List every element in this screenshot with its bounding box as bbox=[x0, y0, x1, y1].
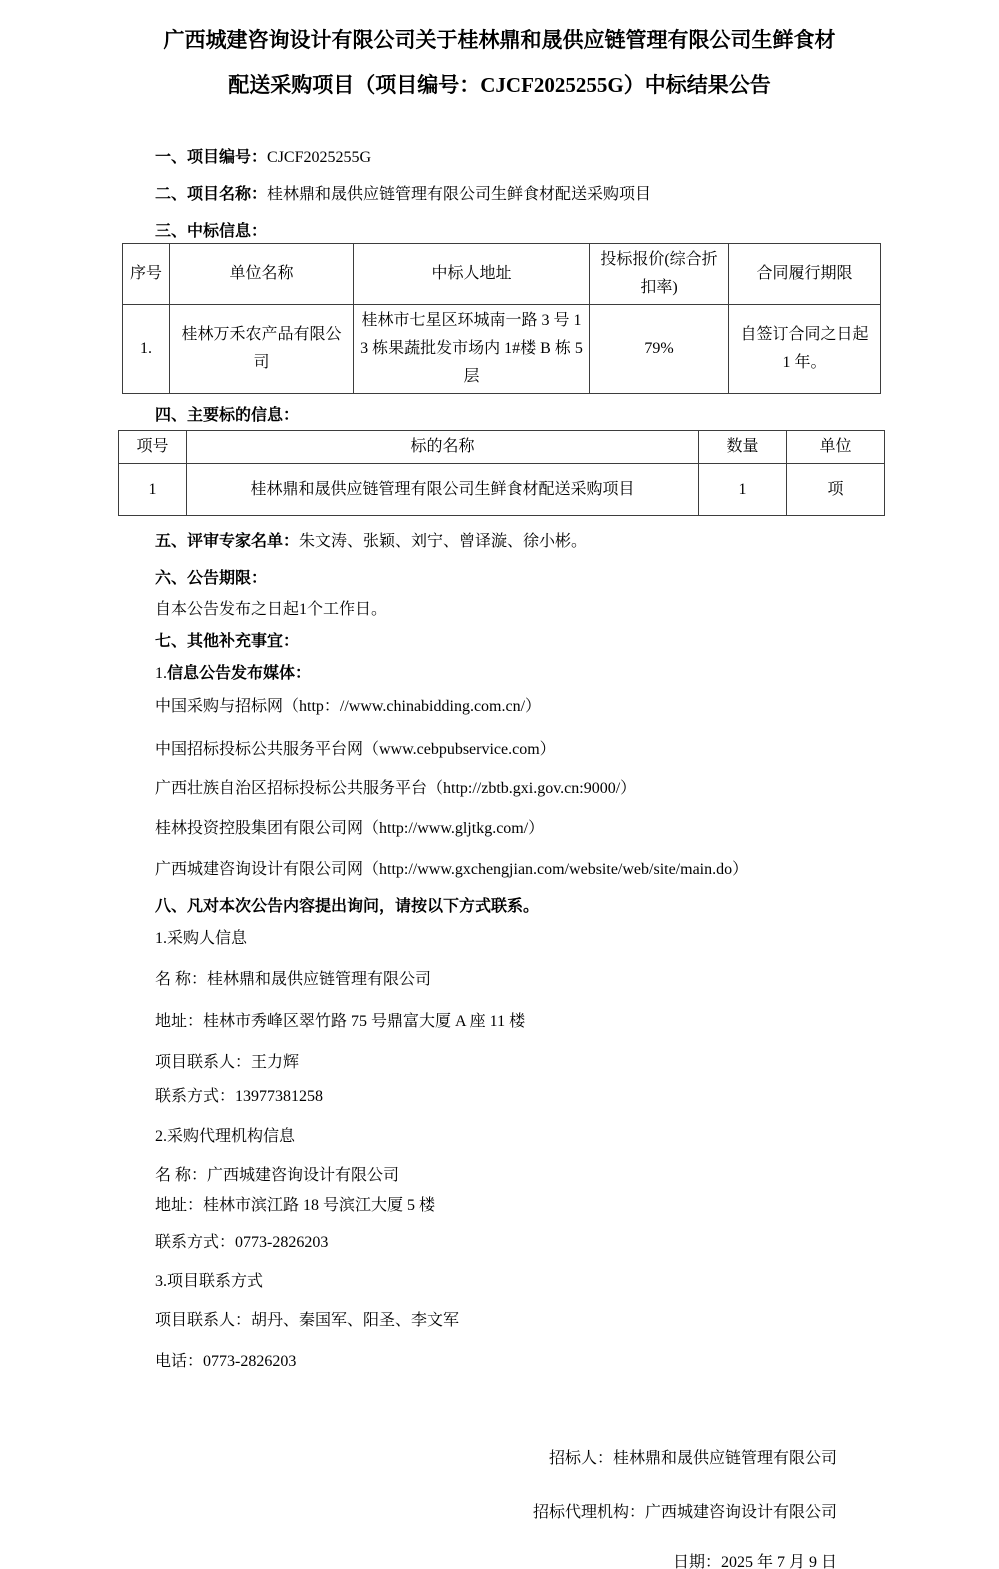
award-header-company: 单位名称 bbox=[170, 244, 354, 305]
media-list-heading bbox=[155, 664, 939, 683]
award-cell-address: 桂林市七星区环城南一路 3 号 13 栋果蔬批发市场内 1#楼 B 栋 5 层 bbox=[354, 305, 590, 394]
award-cell-term: 自签订合同之日起 1 年。 bbox=[729, 305, 881, 394]
section-award-heading: 三、中标信息： bbox=[155, 223, 268, 240]
media-list-heading-label: 信息公告发布媒体： bbox=[167, 665, 312, 682]
media-item-cebpubservice: 中国招标投标公共服务平台网（www.cebpubservice.com） bbox=[155, 741, 556, 758]
subject-table-row bbox=[119, 464, 885, 516]
page-title-line-2: 配送采购项目（项目编号：CJCF2025255G）中标结果公告 bbox=[228, 73, 771, 97]
experts-names: 朱文涛、张颖、刘宁、曾译漩、徐小彬。 bbox=[299, 533, 588, 550]
subject-cell-unit: 项 bbox=[787, 464, 885, 516]
footer-agency: 招标代理机构：广西城建咨询设计有限公司 bbox=[532, 1504, 837, 1521]
purchaser-phone: 联系方式：13977381258 bbox=[155, 1088, 324, 1105]
purchaser-heading: 1.采购人信息 bbox=[155, 930, 248, 947]
subject-table-header-row bbox=[119, 431, 885, 464]
page-title-line-1: 广西城建咨询设计有限公司关于桂林鼎和晟供应链管理有限公司生鲜食材 bbox=[163, 28, 836, 52]
project-contact-persons: 项目联系人：胡丹、秦国军、阳圣、李文军 bbox=[155, 1312, 460, 1329]
subject-header-item-no: 项号 bbox=[119, 431, 187, 464]
subject-cell-item-no: 1 bbox=[119, 464, 187, 516]
media-item-chinabidding: 中国采购与招标网（http：//www.chinabidding.com.cn/） bbox=[155, 698, 542, 715]
purchaser-address: 地址：桂林市秀峰区翠竹路 75 号鼎富大厦 A 座 11 楼 bbox=[155, 1013, 526, 1030]
section-project-number bbox=[155, 148, 939, 167]
purchaser-contact-person: 项目联系人：王力辉 bbox=[155, 1054, 300, 1071]
footer bbox=[0, 1449, 999, 1569]
award-header-discount: 投标报价(综合折扣率) bbox=[590, 244, 729, 305]
award-cell-seq: 1. bbox=[123, 305, 170, 394]
page-title bbox=[0, 0, 999, 108]
experts-label: 五、评审专家名单： bbox=[155, 533, 300, 550]
section-subject-heading: 四、主要标的信息： bbox=[155, 407, 300, 424]
agency-name: 名 称：广西城建咨询设计有限公司 bbox=[155, 1167, 400, 1184]
project-contact-heading: 3.项目联系方式 bbox=[155, 1273, 264, 1290]
subject-table bbox=[118, 430, 885, 516]
section-experts bbox=[155, 532, 939, 551]
award-table bbox=[122, 243, 881, 394]
award-table-row bbox=[123, 305, 881, 394]
media-item-gxchengjian: 广西城建咨询设计有限公司网（http://www.gxchengjian.com/website/web/site/main.do） bbox=[155, 861, 749, 878]
subject-header-unit: 单位 bbox=[787, 431, 885, 464]
section-contact-heading: 八、凡对本次公告内容提出询问，请按以下方式联系。 bbox=[155, 898, 540, 915]
award-table-header-row bbox=[123, 244, 881, 305]
agency-heading: 2.采购代理机构信息 bbox=[155, 1128, 296, 1145]
purchaser-name: 名 称：桂林鼎和晟供应链管理有限公司 bbox=[155, 971, 432, 988]
section-supplement-heading: 七、其他补充事宜： bbox=[155, 633, 300, 650]
project-name-label: 二、项目名称： bbox=[155, 186, 268, 203]
award-cell-company: 桂林万禾农产品有限公司 bbox=[170, 305, 354, 394]
project-number-label: 一、项目编号： bbox=[155, 149, 268, 166]
media-list-heading-number: 1. bbox=[155, 665, 167, 682]
subject-cell-name: 桂林鼎和晟供应链管理有限公司生鲜食材配送采购项目 bbox=[187, 464, 699, 516]
footer-tenderee: 招标人：桂林鼎和晟供应链管理有限公司 bbox=[548, 1450, 837, 1467]
section-notice-period-heading: 六、公告期限： bbox=[155, 570, 268, 587]
subject-header-name: 标的名称 bbox=[187, 431, 699, 464]
project-contact-phone: 电话：0773-2826203 bbox=[155, 1353, 297, 1370]
notice-period-body: 自本公告发布之日起1个工作日。 bbox=[155, 601, 388, 618]
section-project-name bbox=[155, 185, 939, 204]
award-header-term: 合同履行期限 bbox=[729, 244, 881, 305]
agency-address: 地址：桂林市滨江路 18 号滨江大厦 5 楼 bbox=[155, 1197, 436, 1214]
subject-header-quantity: 数量 bbox=[699, 431, 787, 464]
award-header-address: 中标人地址 bbox=[354, 244, 590, 305]
project-number-value: CJCF2025255G bbox=[267, 149, 372, 166]
media-item-gljtkg: 桂林投资控股集团有限公司网（http://www.gljtkg.com/） bbox=[155, 820, 545, 837]
media-item-gxi-gov: 广西壮族自治区招标投标公共服务平台（http://zbtb.gxi.gov.cn:9000/） bbox=[155, 780, 637, 797]
subject-cell-quantity: 1 bbox=[699, 464, 787, 516]
project-name-value: 桂林鼎和晟供应链管理有限公司生鲜食材配送采购项目 bbox=[267, 186, 652, 203]
award-header-seq: 序号 bbox=[123, 244, 170, 305]
footer-date: 日期：2025 年 7 月 9 日 bbox=[672, 1554, 837, 1569]
agency-phone: 联系方式：0773-2826203 bbox=[155, 1234, 329, 1251]
award-cell-discount: 79% bbox=[590, 305, 729, 394]
